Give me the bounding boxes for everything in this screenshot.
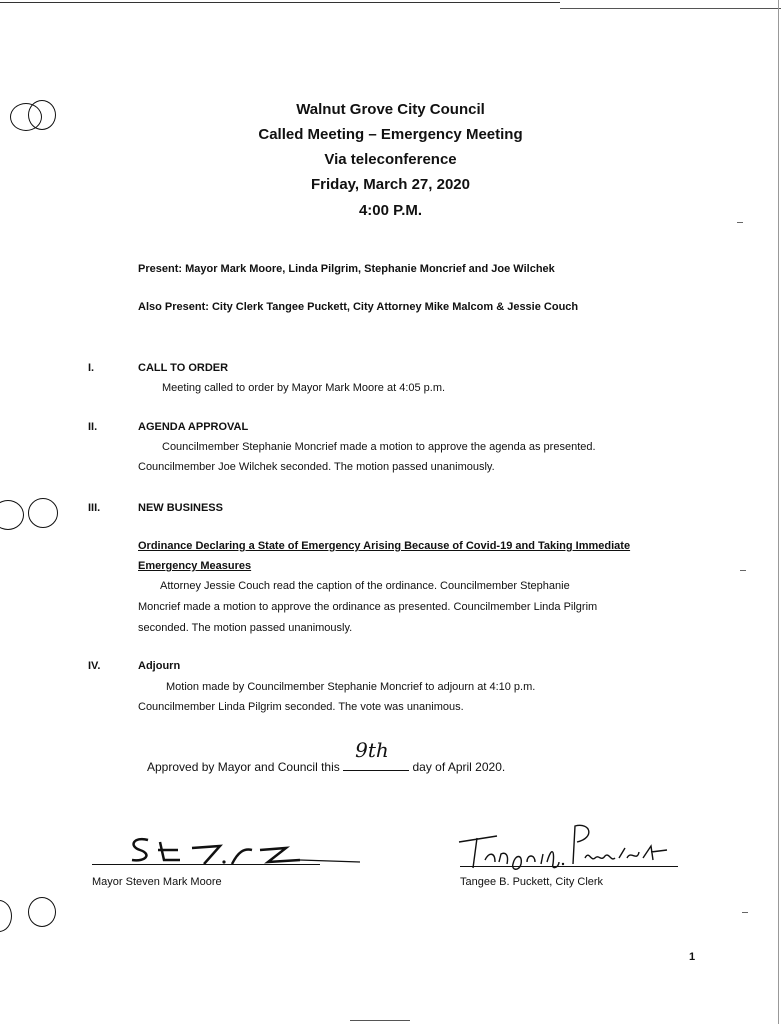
section-number: I. (88, 362, 95, 374)
approval-day-handwritten: 9th (355, 738, 389, 762)
meeting-type: Called Meeting – Emergency Meeting (258, 126, 523, 143)
ordinance-title: Ordinance Declaring a State of Emergency Arising Because of Covid-19 and Taking Immediate (138, 540, 631, 552)
section-text: Councilmember Stephanie Moncrief made a motion to approve the agenda as presented. (162, 441, 596, 453)
mayor-signature-line (92, 864, 320, 865)
section-number: III. (88, 502, 101, 514)
scan-mark (737, 222, 743, 223)
scan-edge-top (0, 2, 560, 3)
punch-hole (0, 500, 24, 530)
section-text: Councilmember Joe Wilchek seconded. The motion passed unanimously. (138, 461, 495, 473)
section-title: AGENDA APPROVAL (138, 421, 249, 433)
section-text: Moncrief made a motion to approve the ordinance as presented. Councilmember Linda Pilgrim (138, 601, 598, 613)
also-present-list: Also Present: City Clerk Tangee Puckett, City Attorney Mike Malcom & Jessie Couch (138, 301, 579, 313)
meeting-venue: Via teleconference (324, 151, 457, 168)
section-text: seconded. The motion passed unanimously. (138, 622, 353, 634)
clerk-signature-line (460, 866, 678, 867)
clerk-signature (455, 818, 685, 872)
mayor-name: Mayor Steven Mark Moore (92, 876, 222, 888)
ordinance-title: Emergency Measures (138, 560, 252, 572)
punch-hole (0, 900, 12, 932)
approval-day-blank (343, 738, 409, 771)
meeting-date: Friday, March 27, 2020 (311, 176, 470, 193)
clerk-name: Tangee B. Puckett, City Clerk (460, 876, 604, 888)
punch-hole (28, 897, 56, 927)
scan-edge-top-right (560, 8, 781, 9)
section-number: II. (88, 421, 98, 433)
page-number: 1 (689, 951, 696, 963)
section-number: IV. (88, 660, 101, 672)
section-text: Motion made by Councilmember Stephanie Moncrief to adjourn at 4:10 p.m. (166, 681, 536, 693)
section-title: CALL TO ORDER (138, 362, 229, 374)
approval-prefix: Approved by Mayor and Council this (147, 760, 340, 774)
approval-suffix: day of April 2020. (412, 760, 506, 774)
council-name: Walnut Grove City Council (296, 101, 485, 118)
section-title: Adjourn (138, 660, 181, 672)
section-text: Meeting called to order by Mayor Mark Moore at 4:05 p.m. (162, 382, 446, 394)
scan-mark (740, 570, 746, 571)
present-list: Present: Mayor Mark Moore, Linda Pilgrim, Stephanie Moncrief and Joe Wilchek (138, 263, 555, 275)
section-text: Attorney Jessie Couch read the caption of the ordinance. Councilmember Stephanie (160, 580, 570, 592)
approval-statement (147, 738, 506, 774)
section-title: NEW BUSINESS (138, 502, 223, 514)
punch-hole (28, 498, 58, 528)
section-text: Councilmember Linda Pilgrim seconded. The vote was unanimous. (138, 701, 464, 713)
scan-edge-bottom (350, 1020, 410, 1021)
meeting-time: 4:00 P.M. (358, 202, 423, 219)
scan-mark (742, 912, 748, 913)
